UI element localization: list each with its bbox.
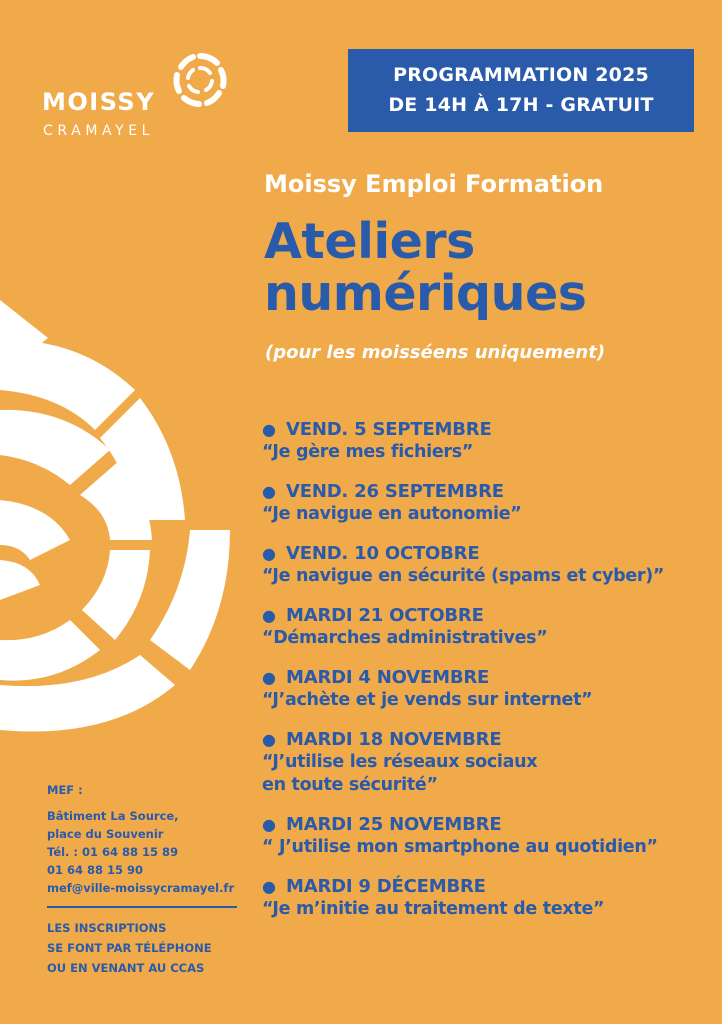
workshop-item (262, 666, 714, 712)
bullet-icon: ● (262, 815, 276, 834)
workshop-item (262, 604, 714, 650)
contact-address-2: place du Souvenir (47, 827, 164, 841)
title-line-1: Ateliers (264, 213, 475, 270)
workshop-item (262, 480, 714, 526)
workshop-date: VEND. 5 SEPTEMBRE (286, 419, 492, 440)
workshop-item (262, 418, 714, 464)
workshop-title: “Je navigue en sécurité (spams et cyber)” (262, 566, 665, 586)
workshop-date: MARDI 9 DÉCEMBRE (286, 876, 486, 897)
workshop-title: “Démarches administratives” (262, 628, 548, 648)
workshop-date: VEND. 10 OCTOBRE (286, 543, 480, 564)
bullet-icon: ● (262, 420, 276, 439)
contact-address-1: Bâtiment La Source, (47, 809, 179, 823)
logo-subtitle: CRAMAYEL (43, 123, 155, 139)
bullet-icon: ● (262, 544, 276, 563)
workshop-title: “J’utilise les réseaux sociaux en toute sécurité” (262, 752, 538, 795)
workshop-list (262, 418, 714, 937)
workshop-item (262, 542, 714, 588)
registration-note (47, 918, 212, 978)
programme-hours: DE 14H À 17H - GRATUIT (388, 94, 654, 116)
logo-wordmark: MOISSY (42, 88, 156, 116)
bullet-icon: ● (262, 606, 276, 625)
programme-banner (348, 49, 694, 132)
workshop-item (262, 875, 714, 921)
workshop-item (262, 728, 714, 797)
workshop-title: “Je m’initie au traitement de texte” (262, 899, 605, 919)
bullet-icon: ● (262, 668, 276, 687)
contact-phone-2: 01 64 88 15 90 (47, 863, 144, 877)
workshop-title: “Je gère mes fichiers” (262, 442, 474, 462)
workshop-title: “J’achète et je vends sur internet” (262, 690, 593, 710)
title-line-2: numériques (264, 265, 587, 322)
contact-block (47, 781, 242, 897)
registration-line-2: SE FONT PAR TÉLÉPHONE (47, 941, 212, 955)
workshop-date: MARDI 4 NOVEMBRE (286, 667, 490, 688)
workshop-date: MARDI 25 NOVEMBRE (286, 814, 502, 835)
registration-line-1: LES INSCRIPTIONS (47, 921, 167, 935)
workshop-item (262, 813, 714, 859)
workshop-date: VEND. 26 SEPTEMBRE (286, 481, 504, 502)
workshop-title: “Je navigue en autonomie” (262, 504, 522, 524)
logo-ring-icon (168, 48, 232, 112)
bullet-icon: ● (262, 482, 276, 501)
workshop-date: MARDI 18 NOVEMBRE (286, 729, 502, 750)
programme-year: PROGRAMMATION 2025 (393, 64, 649, 86)
contact-label: MEF : (47, 783, 83, 797)
contact-divider (47, 906, 237, 908)
bullet-icon: ● (262, 730, 276, 749)
audience-note: (pour les moisséens uniquement) (265, 342, 606, 363)
page-title (264, 213, 587, 322)
organizer-name: Moissy Emploi Formation (264, 170, 604, 198)
registration-line-3: OU EN VENANT AU CCAS (47, 961, 205, 975)
contact-phone-1: Tél. : 01 64 88 15 89 (47, 845, 179, 859)
decorative-arcs-graphic (0, 300, 240, 740)
workshop-title: “ J’utilise mon smartphone au quotidien” (262, 837, 658, 857)
bullet-icon: ● (262, 877, 276, 896)
workshop-date: MARDI 21 OCTOBRE (286, 605, 484, 626)
contact-email: mef@ville-moissycramayel.fr (47, 881, 235, 895)
